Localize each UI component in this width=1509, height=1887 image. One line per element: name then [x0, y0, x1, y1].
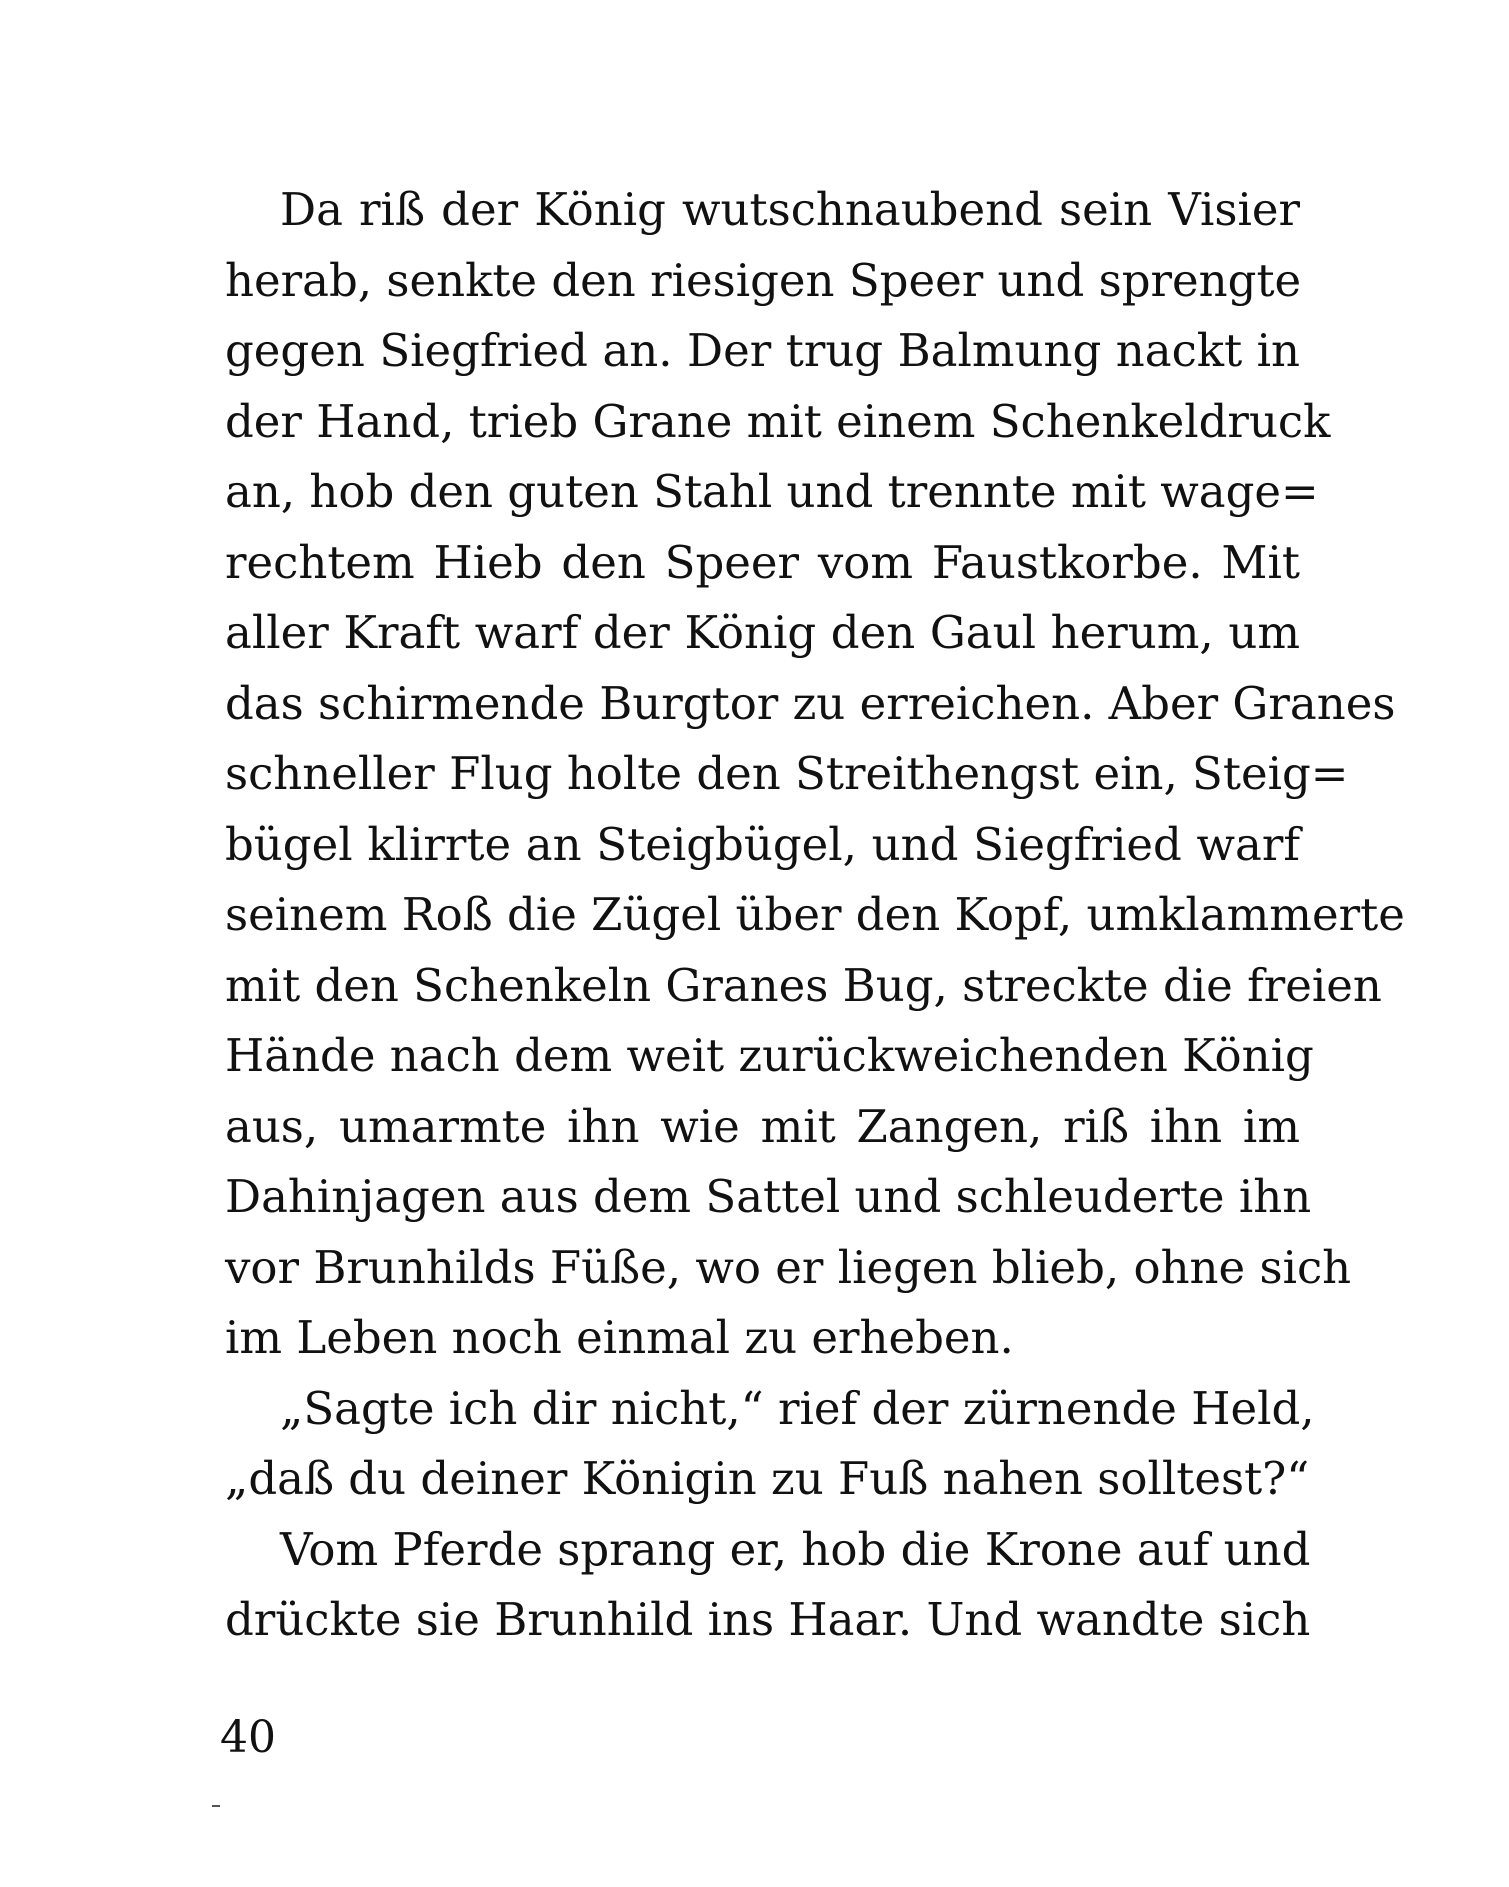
- text-line: „daß du deiner Königin zu Fuß nahen solltest?“: [225, 1452, 1310, 1505]
- text-line: vor Brunhilds Füße, wo er liegen blieb, ohne sich: [225, 1240, 1352, 1294]
- text-line: bügel klirrte an Steigbügel, und Siegfried warf: [225, 817, 1300, 871]
- text-line: Da riß der König wutschnaubend sein Visier: [280, 183, 1300, 236]
- text-line: rechtem Hieb den Speer vom Faustkorbe. Mit: [225, 535, 1300, 589]
- text-line: der Hand, trieb Grane mit einem Schenkeldruck: [225, 394, 1331, 448]
- text-line: gegen Siegfried an. Der trug Balmung nackt in: [225, 324, 1300, 377]
- text-line: „Sagte ich dir nicht,“ rief der zürnende Held,: [280, 1381, 1315, 1435]
- text-line: an, hob den guten Stahl und trennte mit wage=: [225, 465, 1319, 518]
- text-line: aus, umarmte ihn wie mit Zangen, riß ihn im: [225, 1099, 1300, 1153]
- text-line: aller Kraft warf der König den Gaul herum, um: [225, 606, 1300, 659]
- text-line: herab, senkte den riesigen Speer und sprengte: [225, 253, 1302, 307]
- text-line: im Leben noch einmal zu erheben.: [225, 1311, 1014, 1364]
- body-text: [225, 175, 1405, 1656]
- text-line: schneller Flug holte den Streithengst ein, Steig=: [225, 747, 1349, 800]
- page-number: 40: [220, 1712, 276, 1763]
- text-line: Dahinjagen aus dem Sattel und schleuderte ihn: [225, 1170, 1312, 1223]
- text-line: Vom Pferde sprang er, hob die Krone auf und: [280, 1522, 1311, 1576]
- text-line: Hände nach dem weit zurückweichenden König: [225, 1029, 1314, 1082]
- text-line: drückte sie Brunhild ins Haar. Und wandte sich: [225, 1593, 1311, 1646]
- text-line: mit den Schenkeln Granes Bug, streckte die freien: [225, 958, 1382, 1012]
- text-line: seinem Roß die Zügel über den Kopf, umklammerte: [225, 888, 1405, 941]
- text-line: das schirmende Burgtor zu erreichen. Aber Granes: [225, 676, 1396, 730]
- scan-speck: [212, 1805, 220, 1807]
